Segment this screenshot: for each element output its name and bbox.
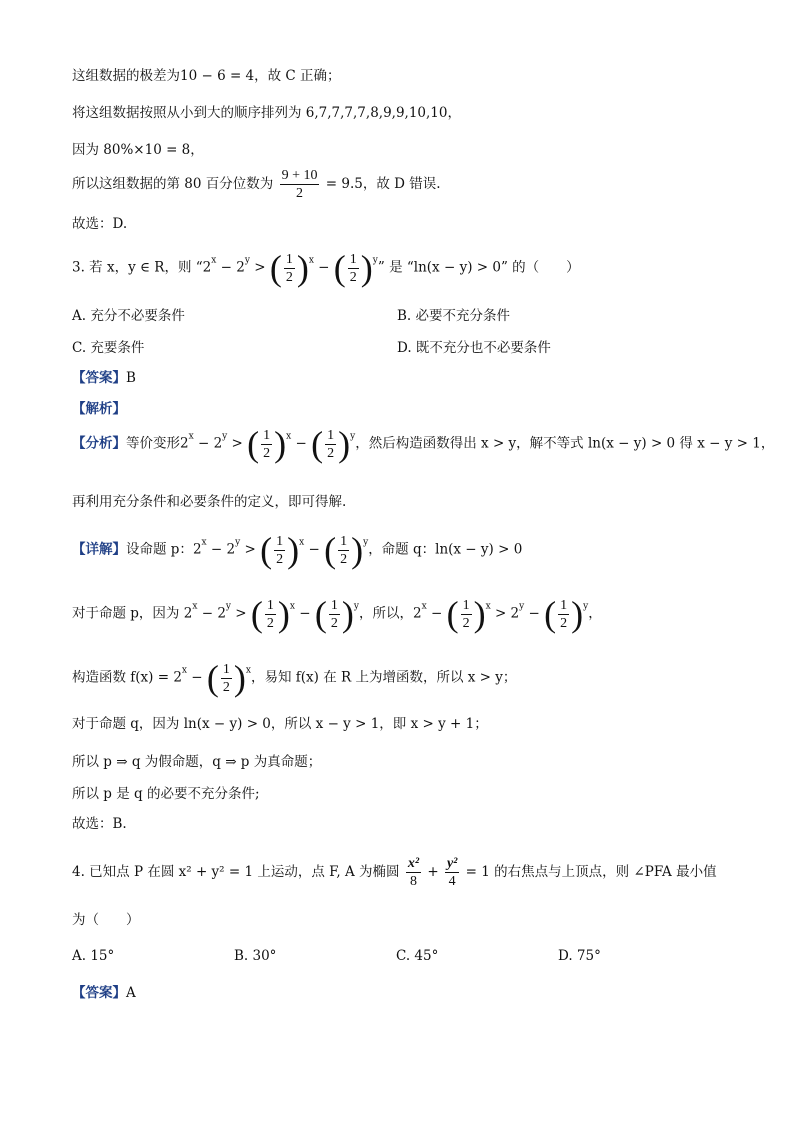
exp: x bbox=[201, 537, 207, 548]
q4-stem-line2: 为（ ） bbox=[72, 912, 140, 928]
q3-option-b[interactable]: B. 必要不充分条件 bbox=[397, 308, 511, 324]
sorted-line: 将这组数据按照从小到大的顺序排列为 6,7,7,7,7,8,9,9,10,10， bbox=[72, 105, 461, 121]
exp: x bbox=[421, 601, 427, 612]
q3-choice: 故选：B. bbox=[72, 816, 127, 832]
exp: y bbox=[363, 537, 369, 548]
detail-tag: 【详解】 bbox=[72, 541, 126, 558]
half-num: 1 bbox=[462, 597, 470, 613]
half-num: 1 bbox=[263, 427, 271, 443]
paren-half: ( $\frac{1}{2}$ ) bbox=[311, 424, 351, 464]
q4-answer bbox=[72, 983, 136, 1003]
exp: x bbox=[286, 431, 292, 442]
fenxi-tag: 【分析】 bbox=[72, 435, 126, 452]
q3-stem-prefix: 3. 若 x，y ∈ R，则 “2 bbox=[72, 259, 212, 276]
q4-stem: 4. 已知点 P 在圆 x² + y² = 1 上运动，点 F, A 为椭圆 $\frac{\text{x²}}{8}$ + $\frac{\text{y²}}{4}$ = 1 的右焦点与上顶点，则 ∠PFA 最小值 bbox=[72, 856, 717, 889]
exp: y bbox=[244, 255, 250, 266]
half-den: 2 bbox=[222, 679, 230, 695]
q3-line-p: 对于命题 p，因为 $2^x - 2^y$ > ( $\frac{1}{2}$ ) $^x$ − ( $\frac{1}{2}$ ) $^y$，所以，$2^x$ − ( $\frac{1}{2}$ ) $^x > 2^y$ − ( $\frac{1}{2}$ ) $^y$， bbox=[72, 594, 602, 634]
q4-option-d[interactable]: D. 75° bbox=[558, 948, 601, 964]
q3-line-q: 对于命题 q，因为 ln(x − y) > 0，所以 x − y > 1，即 x > y + 1； bbox=[72, 716, 488, 732]
construct-suffix: ，易知 f(x) 在 R 上为增函数，所以 x > y； bbox=[250, 669, 517, 686]
exp: y bbox=[235, 537, 241, 548]
q3-fenxi-line2: 再利用充分条件和必要条件的定义，即可得解. bbox=[72, 494, 347, 510]
minus: − bbox=[294, 605, 315, 622]
line-p-mid: ，所以， bbox=[358, 605, 413, 622]
q3-option-c[interactable]: C. 充要条件 bbox=[72, 340, 145, 356]
half-den: 2 bbox=[276, 551, 284, 567]
analysis-tag: 【解析】 bbox=[72, 401, 126, 417]
answer-tag: 【答案】 bbox=[72, 370, 126, 386]
ellipse-num-y: y² bbox=[446, 856, 458, 871]
exp: x bbox=[289, 601, 295, 612]
percentile-line bbox=[72, 168, 441, 201]
exp: x bbox=[211, 255, 217, 266]
rhs-prefix: > 2 bbox=[494, 605, 520, 622]
half-num: 1 bbox=[560, 597, 568, 613]
fraction-numerator: 9 + 10 bbox=[281, 168, 318, 183]
paren-half: ( $\frac{1}{2}$ ) bbox=[247, 424, 287, 464]
q4-option-c[interactable]: C. 45° bbox=[396, 948, 439, 964]
q3-answer bbox=[72, 368, 136, 388]
percentile-fraction bbox=[280, 168, 320, 201]
minus: − bbox=[291, 435, 312, 452]
exp: x bbox=[181, 665, 187, 676]
paren-half: ( $\frac{1}{2}$ ) bbox=[544, 594, 584, 634]
half-num: 1 bbox=[330, 597, 338, 613]
q3-detail: 【详解】设命题 p：$2^x - 2^y$ > ( $\frac{1}{2}$ ) $^x$ − ( $\frac{1}{2}$ ) $^y$，命题 q：ln(x − y) > 0 bbox=[72, 530, 523, 570]
minus: − bbox=[193, 435, 214, 452]
percentile-prefix: 所以这组数据的第 80 百分位数为 bbox=[72, 176, 274, 192]
range-line: 这组数据的极差为10 − 6 = 4，故 C 正确； bbox=[72, 68, 341, 84]
paren-half: ( $\frac{1}{2}$ ) bbox=[269, 248, 309, 288]
minus: − bbox=[216, 259, 237, 276]
ellipse-fraction-y bbox=[445, 856, 459, 889]
half-den: 2 bbox=[266, 615, 274, 631]
percent-line: 因为 80%×10 = 8， bbox=[72, 142, 204, 158]
half-num: 1 bbox=[327, 427, 335, 443]
ellipse-fraction-x bbox=[406, 856, 421, 889]
half-den: 2 bbox=[285, 269, 293, 285]
ellipse-den-x: 8 bbox=[409, 874, 417, 889]
ellipse-den-y: 4 bbox=[448, 874, 456, 889]
answer-value: A bbox=[126, 985, 136, 1001]
gt: > bbox=[249, 259, 270, 276]
exp: y bbox=[353, 601, 359, 612]
gt: > bbox=[240, 541, 261, 558]
q3-option-d[interactable]: D. 既不充分也不必要条件 bbox=[397, 340, 551, 356]
exp: y bbox=[519, 601, 525, 612]
paren-half: ( $\frac{1}{2}$ ) bbox=[260, 530, 300, 570]
minus: − bbox=[426, 605, 447, 622]
q3-line-false: 所以 p ⇒ q 为假命题，q ⇒ p 为真命题； bbox=[72, 754, 322, 770]
q4-option-a[interactable]: A. 15° bbox=[72, 948, 115, 964]
half-den: 2 bbox=[327, 445, 335, 461]
minus: − bbox=[524, 605, 545, 622]
construct-prefix: 构造函数 f(x) = 2 bbox=[72, 669, 182, 686]
half-den: 2 bbox=[263, 445, 271, 461]
minus: − bbox=[304, 541, 325, 558]
exp: x bbox=[188, 431, 194, 442]
half-den: 2 bbox=[560, 615, 568, 631]
paren-half: ( $\frac{1}{2}$ ) bbox=[333, 248, 373, 288]
exp: x bbox=[308, 255, 314, 266]
q3-analysis-tag bbox=[72, 399, 126, 419]
half-num: 1 bbox=[222, 661, 230, 677]
gt: > bbox=[231, 605, 251, 622]
exp: y bbox=[225, 601, 231, 612]
paren-half: ( $\frac{1}{2}$ ) bbox=[250, 594, 290, 634]
q4-stem-prefix: 4. 已知点 P 在圆 x² + y² = 1 上运动，点 F, A 为椭圆 bbox=[72, 864, 400, 880]
answer-value: B bbox=[126, 370, 136, 386]
q4-stem-suffix: = 1 的右焦点与上顶点，则 ∠PFA 最小值 bbox=[465, 864, 717, 880]
line-p-prefix: 对于命题 p，因为 bbox=[72, 605, 180, 622]
half-den: 2 bbox=[349, 269, 357, 285]
exp: y bbox=[372, 255, 378, 266]
q3-stem: 3. 若 x，y ∈ R，则 “$2^x - 2^y$ > ( $\frac{1}{2}$ ) $^x$ − ( $\frac{1}{2}$ ) $^y$” 是 “ln(x − y) > 0” 的（ ） bbox=[72, 248, 580, 288]
paren-half: ( $\frac{1}{2}$ ) bbox=[446, 594, 486, 634]
q4-option-b[interactable]: B. 30° bbox=[234, 948, 277, 964]
exp: y bbox=[222, 431, 228, 442]
minus: − bbox=[197, 605, 218, 622]
fenxi-text1: 等价变形 bbox=[126, 435, 180, 452]
half-num: 1 bbox=[266, 597, 274, 613]
ellipse-num-x: x² bbox=[407, 856, 420, 871]
half-den: 2 bbox=[340, 551, 348, 567]
q3-option-a[interactable]: A. 充分不必要条件 bbox=[72, 308, 185, 324]
answer-tag: 【答案】 bbox=[72, 985, 126, 1001]
q2-choice: 故选：D. bbox=[72, 216, 128, 232]
exp: y bbox=[583, 601, 589, 612]
q3-line-necessary: 所以 p 是 q 的必要不充分条件; bbox=[72, 786, 260, 802]
percentile-suffix: = 9.5，故 D 错误. bbox=[325, 176, 441, 192]
exp: x bbox=[192, 601, 198, 612]
exp: x bbox=[485, 601, 491, 612]
minus: − bbox=[206, 541, 227, 558]
half-num: 1 bbox=[285, 251, 293, 267]
detail-text1: 设命题 p： bbox=[126, 541, 193, 558]
exp: x bbox=[245, 665, 251, 676]
half-num: 1 bbox=[340, 533, 348, 549]
fraction-denominator: 2 bbox=[296, 186, 304, 201]
exp: x bbox=[299, 537, 305, 548]
minus: − bbox=[313, 259, 334, 276]
q3-construct bbox=[72, 660, 516, 696]
q3-fenxi: 【分析】等价变形$2^x - 2^y$ > ( $\frac{1}{2}$ ) $^x$ − ( $\frac{1}{2}$ ) $^y$，然后构造函数得出 x > y，解不等式 ln(x − y) > 0 得 x − y > 1， bbox=[72, 424, 775, 464]
fenxi-text2: ，然后构造函数得出 x > y，解不等式 ln(x − y) > 0 得 x − y > 1， bbox=[355, 435, 775, 452]
half-den: 2 bbox=[462, 615, 470, 631]
q3-stem-suffix: ” 是 “ln(x − y) > 0” 的（ ） bbox=[377, 259, 580, 276]
paren-half: ( $\frac{1}{2}$ ) bbox=[314, 594, 354, 634]
paren-half: ( $\frac{1}{2}$ ) bbox=[206, 658, 246, 698]
half-den: 2 bbox=[330, 615, 338, 631]
minus: − bbox=[187, 669, 207, 686]
half-num: 1 bbox=[349, 251, 357, 267]
gt: > bbox=[227, 435, 248, 452]
detail-text2: ，命题 q：ln(x − y) > 0 bbox=[368, 541, 523, 558]
exp: y bbox=[350, 431, 356, 442]
paren-half: ( $\frac{1}{2}$ ) bbox=[324, 530, 364, 570]
half-num: 1 bbox=[276, 533, 284, 549]
